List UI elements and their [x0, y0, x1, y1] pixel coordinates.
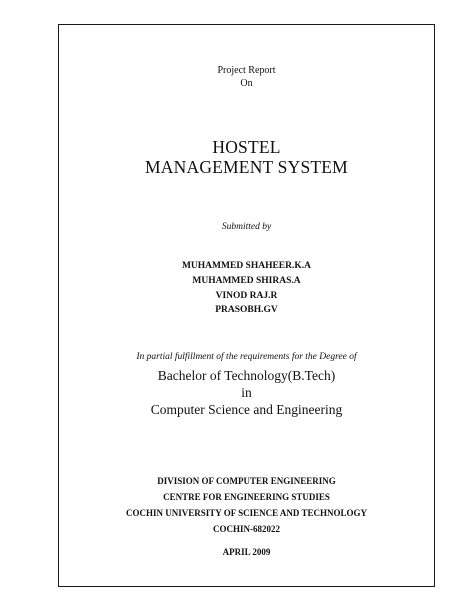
author-name: MUHAMMED SHIRAS.A [192, 276, 301, 286]
degree-field: Computer Science and Engineering [150, 402, 343, 417]
title-line-1: HOSTEL [212, 137, 281, 157]
institution-line: COCHIN-682022 [213, 524, 280, 534]
report-date: APRIL 2009 [222, 547, 271, 557]
author-name: PRASOBH.GV [215, 305, 278, 315]
institution-line: DIVISION OF COMPUTER ENGINEERING [157, 476, 336, 486]
institution-line: CENTRE FOR ENGINEERING STUDIES [163, 492, 330, 502]
fulfillment-text: In partial fulfillment of the requirements for the Degree of [136, 352, 357, 362]
author-name: VINOD RAJ.R [215, 291, 278, 301]
submitted-by: Submitted by [221, 222, 272, 232]
report-on: On [240, 78, 253, 89]
institution-line: COCHIN UNIVERSITY OF SCIENCE AND TECHNOLOGY [126, 508, 367, 518]
title-line-2: MANAGEMENT SYSTEM [145, 157, 348, 177]
degree-in: in [241, 385, 252, 400]
author-name: MUHAMMED SHAHEER.K.A [181, 261, 312, 271]
report-label: Project Report [217, 65, 276, 76]
degree-name: Bachelor of Technology(B.Tech) [157, 368, 336, 383]
